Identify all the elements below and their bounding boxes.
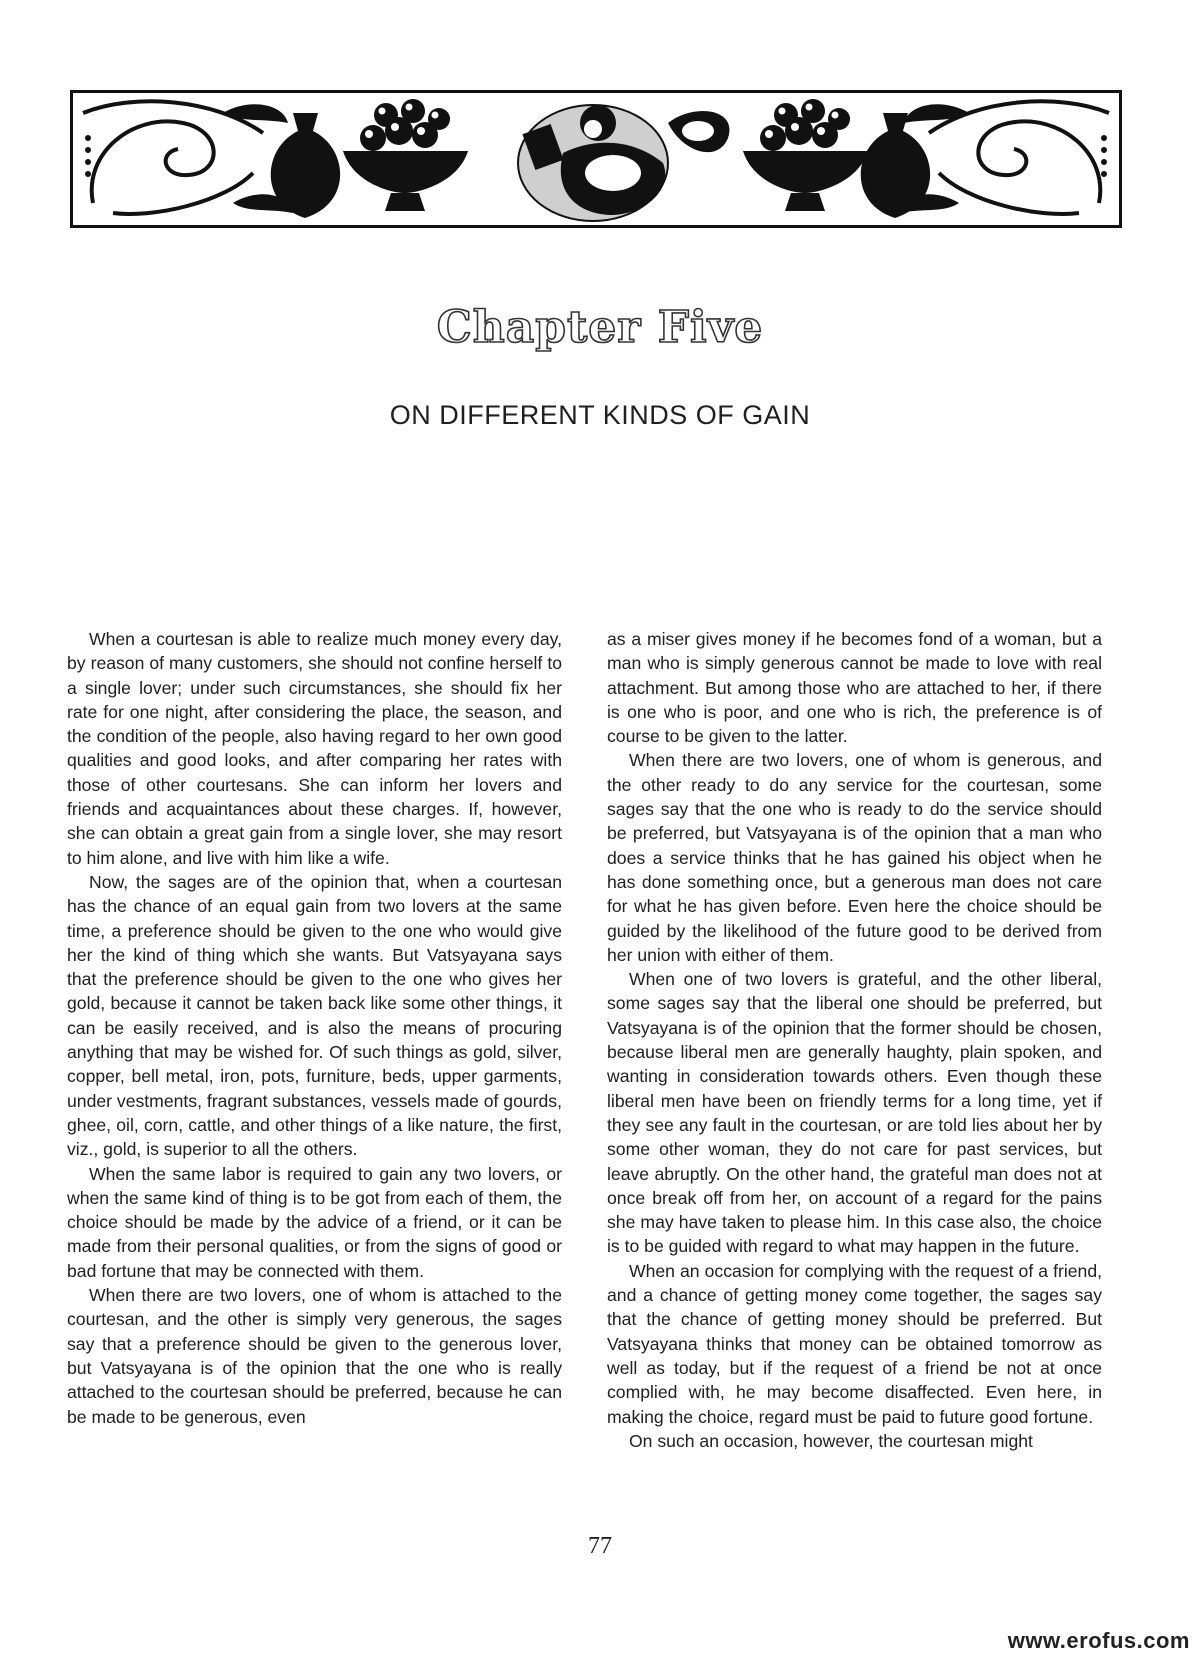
chapter-title: Chapter Five [436,302,764,353]
paragraph: On such an occasion, however, the courtesan might [629,1430,1033,1451]
paragraph-continuation: as a miser gives money if he becomes fond of a woman, but a man who is simply generous cannot be made to love with real attachment. But among those who are attached to her, if there is one who is poor, and one who is rich, the preference is of course to be given to the latter. [607,629,1102,747]
page-number: 77 [588,1533,612,1559]
paragraph: When the same labor is required to gain any two lovers, or when the same kind of thing is to be got from each of them, the choice should be made by the advice of a friend, or it can be made from their personal qualities, or from the signs of good or bad fortune that may be connected with them. [67,1163,562,1281]
left-column [67,627,562,1429]
paragraph: When a courtesan is able to realize much money every day, by reason of many customers, she should not confine herself to a single lover; under such circumstances, she should fix her rate for one night, after considering the place, the season, and the condition of the people, also having regard to her own good qualities and good looks, and after comparing her rates with those of other courtesans. She can inform her lovers and friends and acquaintances about these charges. If, however, she can obtain a great gain from a single lover, she may resort to him alone, and live with him like a wife. [67,629,562,868]
chapter-subtitle: ON DIFFERENT KINDS OF GAIN [389,400,811,430]
paragraph: Now, the sages are of the opinion that, when a courtesan has the chance of an equal gain from two lovers at the same time, a preference should be given to the one who would give her the kind of thing which she wants. But Vatsyayana says that the preference should be given to the one who gives her gold, because it cannot be taken back like some other things, it can be easily received, and is also the means of procuring anything that may be wished for. Of such things as gold, silver, copper, bell metal, iron, pots, furniture, beds, upper garments, under vestments, fragrant substances, vessels made of gourds, ghee, oil, corn, cattle, and other things of a like nature, the first, viz., gold, is superior to all the others. [67,871,562,1160]
paragraph: When there are two lovers, one of whom is attached to the courtesan, and the other is simply very generous, the sages say that a preference should be given to the generous lover, but Vatsyayana is of the opinion that the one who is really attached to the courtesan should be preferred, because he can be made to be generous, even [67,1285,562,1427]
decorative-banner [70,90,1122,228]
paragraph: When there are two lovers, one of whom is generous, and the other ready to do any service for the courtesan, some sages say that the one who is ready to do the service should be preferred, but Vatsyayana is of the opinion that a man who does a service thinks that he has gained his object when he has done something once, but a generous man does not care for what he has given before. Even here the choice should be guided by the likelihood of the future good to be derived from her union with either of them. [607,750,1102,965]
paragraph: When one of two lovers is grateful, and the other liberal, some sages say that the liberal one should be preferred, but Vatsyayana is of the opinion that the former should be chosen, because liberal men are generally haughty, plain spoken, and wanting in consideration towards others. Even though these liberal men have been on friendly terms for a long time, yet if they see any fault in the courtesan, or are told lies about her by some other woman, they do not care for past services, but leave abruptly. On the other hand, the grateful man does not at once break off from her, on account of a regard for the pains she may have taken to please him. In this case also, the choice is to be guided with regard to what may happen in the future. [607,969,1102,1257]
paragraph: When an occasion for complying with the request of a friend, and a chance of getting money come together, the sages say that the chance of getting money should be preferred. But Vatsyayana thinks that money can be obtained tomorrow as well as today, but if the request of a friend be not at once complied with, he may become disaffected. Even here, in making the choice, regard must be paid to future good fortune. [607,1260,1102,1427]
ornamental-illustration-icon [73,93,1119,225]
right-column [607,627,1102,1453]
watermark: www.erofus.com [1007,1628,1190,1653]
